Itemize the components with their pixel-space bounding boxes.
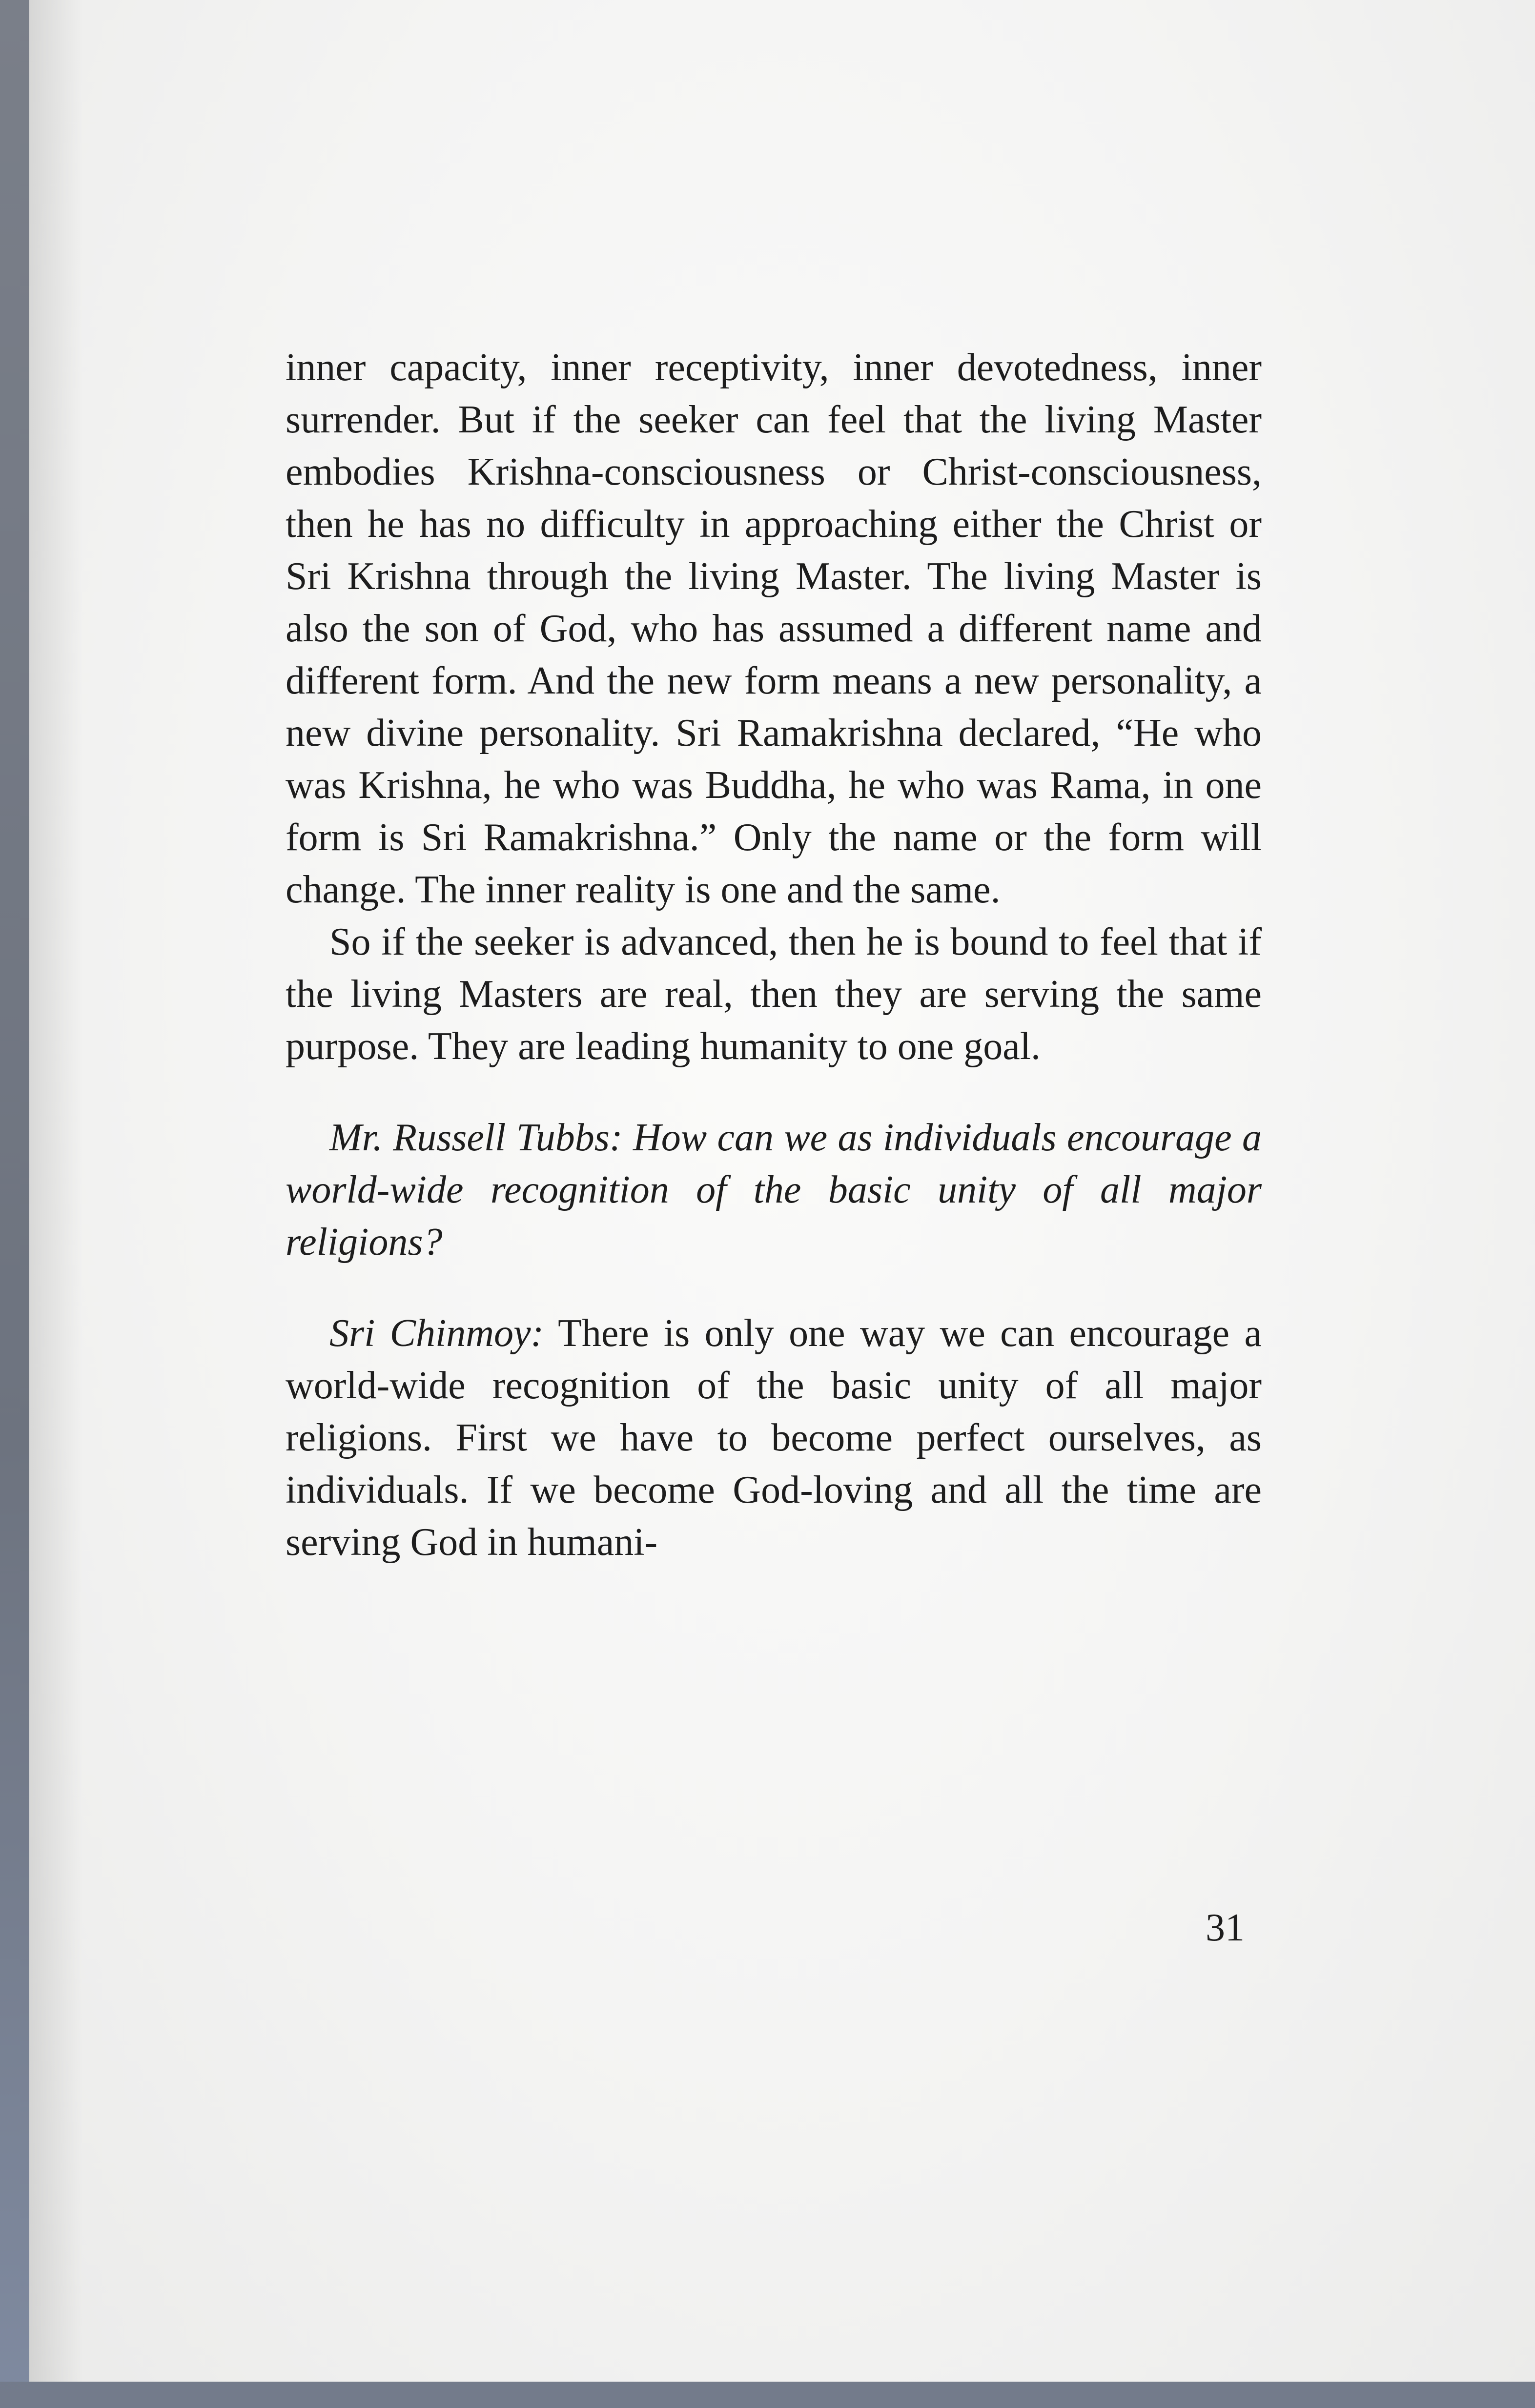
question-russell-tubbs: Mr. Russell Tubbs: How can we as individuals encourage a world-wide recognition of the basic unity of all major religions? bbox=[286, 1116, 1262, 1264]
section-gap bbox=[286, 1073, 1262, 1112]
answer-sri-chinmoy bbox=[286, 1307, 1262, 1569]
scan-bottom-edge bbox=[0, 2382, 1535, 2408]
page-text bbox=[286, 342, 1262, 1569]
scan-left-edge bbox=[0, 0, 29, 2408]
answer-speaker: Sri Chinmoy: bbox=[329, 1312, 544, 1355]
section-gap bbox=[286, 1268, 1262, 1307]
page-number: 31 bbox=[1206, 1906, 1245, 1949]
paragraph-seeker: So if the seeker is advanced, then he is bound to feel that if the living Masters are real, then they are serving the same purpose. They are leading humanity to one goal. bbox=[286, 920, 1262, 1068]
page-gutter-shadow bbox=[29, 0, 83, 2382]
paragraph-continued: inner capacity, inner receptivity, inner devotedness, inner surrender. But if the seeker can feel that the living Master embodies Krishna-consciousness or Christ-consciousness, then he has no difficulty in approaching either the Christ or Sri Krishna through the living Master. The living Master is also the son of God, who has assumed a different name and different form. And the new form means a new personality, a new divine personality. Sri Ramakrishna declared, “He who was Krishna, he who was Buddha, he who was Rama, in one form is Sri Ramakrishna.” Only the name or the form will change. The inner reality is one and the same. bbox=[286, 346, 1262, 911]
answer-text: There is only one way we can encourage a world-wide recognition of the basic unity of all major religions. First we have to become perfect ourselves, as individuals. If we become God-loving and all the time are serving God in humani- bbox=[286, 1312, 1262, 1564]
